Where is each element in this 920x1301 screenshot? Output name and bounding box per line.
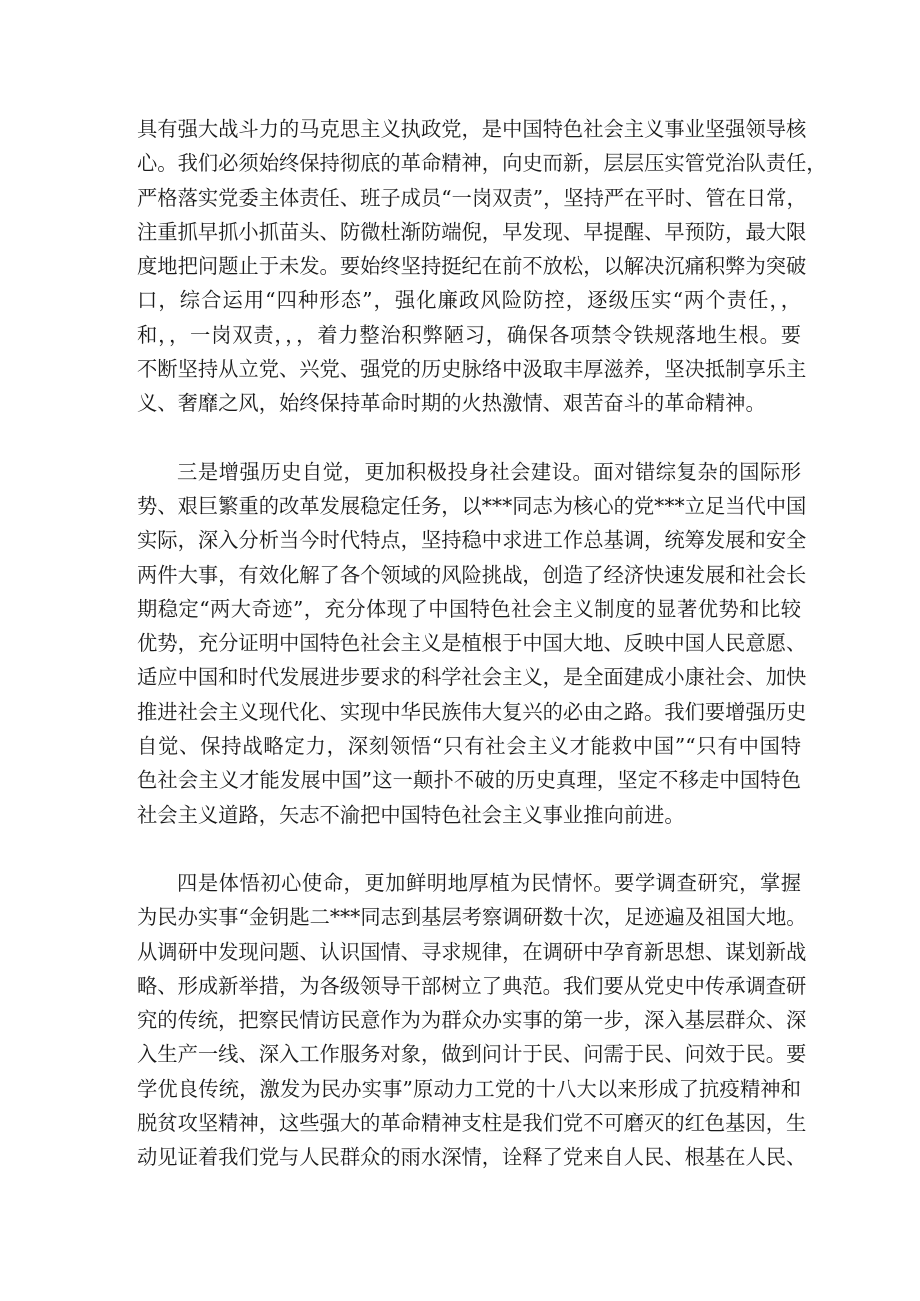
text-line: 心。我们必须始终保持彻底的革命精神，向史而新，层层压实管党治队责任，: [137, 151, 827, 176]
text-line: 社会主义道路，矢志不渝把中国特色社会主义事业推向前进。: [137, 802, 685, 827]
paragraph-2: [137, 455, 807, 832]
text-line: 入生产一线、深入工作服务对象，做到问计于民、问需于民、问效于民。要: [137, 1042, 807, 1067]
paragraph-spacer: [137, 421, 801, 455]
text-line: 自觉、保持战略定力，深刻领悟“只有社会主义才能救中国”“只有中国特: [137, 734, 801, 759]
text-line: 期稳定“两大奇迹”，充分体现了中国特色社会主义制度的显著优势和比较: [137, 596, 801, 621]
text-line: 口，综合运用“四种形态”，强化廉政风险防控，逐级压实“两个责任，，: [137, 288, 801, 313]
text-line: 动见证着我们党与人民群众的雨水深情，诠释了党来自人民、根基在人民、: [137, 1145, 807, 1170]
text-line: 势、艰巨繁重的改革发展稳定任务，以***同志为核心的党***立足当代中国: [137, 493, 807, 518]
text-line: 和，，一岗双责，，，着力整治积弊陋习，确保各项禁令铁规落地生根。要: [137, 322, 801, 347]
text-line: 适应中国和时代发展进步要求的科学社会主义，是全面建成小康社会、加快: [137, 665, 807, 690]
text-line: 度地把问题止于未发。要始终坚持挺纪在前不放松，以解决沉痛积弊为突破: [137, 254, 807, 279]
paragraph-1: [137, 112, 827, 421]
paragraph-spacer: [137, 832, 801, 866]
text-line: 从调研中发现问题、认识国情、寻求规律，在调研中孕育新思想、谋划新战: [137, 939, 807, 964]
text-line: 不断坚持从立党、兴党、强党的历史脉络中汲取丰厚滋养，坚决抵制享乐主: [137, 357, 807, 382]
paragraph-3: [137, 866, 807, 1175]
text-line: 具有强大战斗力的马克思主义执政党，是中国特色社会主义事业坚强领导核: [137, 117, 807, 141]
text-line: 脱贫攻坚精神，这些强大的革命精神支柱是我们党不可磨灭的红色基因，生: [137, 1111, 807, 1136]
text-line: 三是增强历史自觉，更加积极投身社会建设。面对错综复杂的国际形: [177, 459, 801, 484]
text-line: 学优良传统，激发为民办实事”原动力工党的十八大以来形成了抗疫精神和: [137, 1076, 801, 1101]
text-line: 注重抓早抓小抓苗头、防微杜渐防端倪，早发现、早提醒、早预防，最大限: [137, 219, 807, 244]
text-line: 四是体悟初心使命，更加鲜明地厚植为民情怀。要学调查研究，掌握: [177, 870, 801, 895]
text-line: 推进社会主义现代化、实现中华民族伟大复兴的必由之路。我们要增强历史: [137, 699, 807, 724]
document-body: [137, 112, 827, 1175]
text-line: 究的传统，把察民情访民意作为为群众办实事的第一步，深入基层群众、深: [137, 1008, 807, 1033]
text-line: 严格落实党委主体责任、班子成员“一岗双责”，坚持严在平时、管在日常，: [137, 185, 807, 210]
text-line: 为民办实事“金钥匙二***同志到基层考察调研数十次，足迹遍及祖国大地。: [137, 905, 807, 930]
text-line: 义、奢靡之风，始终保持革命时期的火热激情、艰苦奋斗的革命精神。: [137, 391, 766, 416]
text-line: 略、形成新举措，为各级领导干部树立了典范。我们要从党史中传承调查研: [137, 973, 807, 998]
text-line: 色社会主义才能发展中国”这一颠扑不破的历史真理，坚定不移走中国特色: [137, 768, 801, 793]
text-line: 优势，充分证明中国特色社会主义是植根于中国大地、反映中国人民意愿、: [137, 631, 807, 656]
text-line: 两件大事，有效化解了各个领域的风险挑战，创造了经济快速发展和社会长: [137, 562, 807, 587]
text-line: 实际，深入分析当今时代特点，坚持稳中求进工作总基调，统筹发展和安全: [137, 528, 807, 553]
